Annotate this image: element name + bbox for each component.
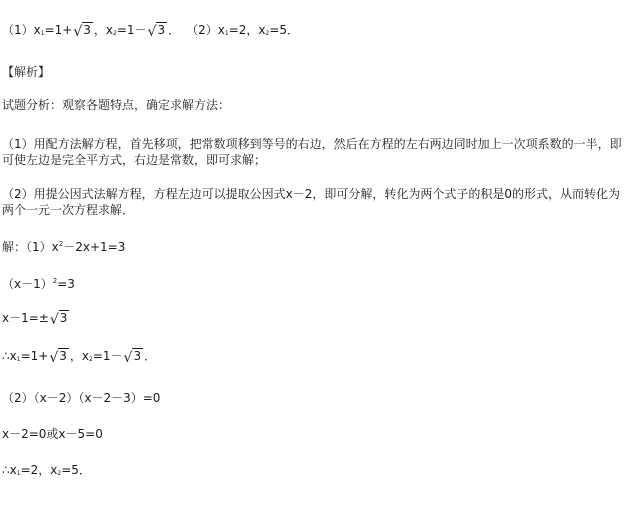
step4-text-e: ． [144,349,157,363]
step4-text-c: ，x [69,349,89,363]
analysis-heading: 【解析】 [2,65,51,79]
step1-text-b: －2x+1=3 [63,240,126,254]
solution-step-6: x－2=0或x－5=0 [2,427,103,441]
sqrt-3-e: √3 [123,349,142,366]
step7-sub2: 2 [57,470,62,477]
separator: ． [168,23,181,37]
step7-text-a: ∴x [2,463,17,477]
sqrt-3-c: √3 [49,311,68,328]
step4-sub2: 2 [89,356,93,363]
analysis-intro: 试题分析：观察各题特点，确定求解方法： [2,98,231,112]
step2-text-a: （x－1） [2,277,53,291]
sqrt-3-a: √3 [73,23,91,40]
comma: ， [93,23,106,37]
answer-part1-label: （1） [2,23,34,37]
solution-step-7 [2,462,91,482]
step4-sub1: 1 [16,356,21,363]
x2-var: x [105,23,114,37]
solution-step-2 [2,273,75,292]
step4-text-a: ∴x [2,349,17,363]
p2-x1-var: x [217,23,225,37]
x1-var: x [33,23,41,37]
x1-equals: =1+ [44,23,73,37]
solution-step-3 [2,310,70,327]
answer-line [2,22,299,42]
x1-subscript: 1 [40,30,45,37]
p2-x2-value: =5． [269,23,300,37]
step4-text-d: =1－ [92,349,123,363]
solution-step-4 [2,348,156,368]
method-1-paragraph: （1）用配方法解方程，首先移项，把常数项移到等号的右边，然后在方程的左右两边同时加上一次项系数的一半，即可使左边是完全平方式，右边是常数，即可求解； [2,137,622,167]
solution-step-5: （2）（x－2）（x－2－3）=0 [2,391,161,405]
x2-equals: =1－ [116,23,147,37]
method-2-paragraph: （2）用提公因式法解方程，方程左边可以提取公因式x－2，即可分解，转化为两个式子的积是0的形式，从而转化为两个一元一次方程求解． [2,187,621,217]
p2-x2-subscript: 2 [265,30,270,37]
step2-exponent: 2 [52,277,58,285]
step1-text-a: 解：（1）x [2,240,59,254]
step1-exponent: 2 [58,240,64,248]
x2-subscript: 2 [113,30,117,37]
sqrt-3-d: √3 [49,349,67,366]
solution-step-1 [2,236,125,255]
step4-text-b: =1+ [20,349,49,363]
p2-x2-var: x [258,23,266,37]
step3-text-a: x－1=± [2,311,49,325]
answer-part2-label: （2） [186,23,218,37]
step7-text-c: =5． [61,463,91,477]
step2-text-b: =3 [57,277,75,291]
p2-x1-value: =2， [228,23,259,37]
p2-x1-subscript: 1 [224,30,229,37]
step7-text-b: =2，x [20,463,58,477]
sqrt-3-b: √3 [147,23,166,40]
step7-sub1: 1 [16,470,21,477]
